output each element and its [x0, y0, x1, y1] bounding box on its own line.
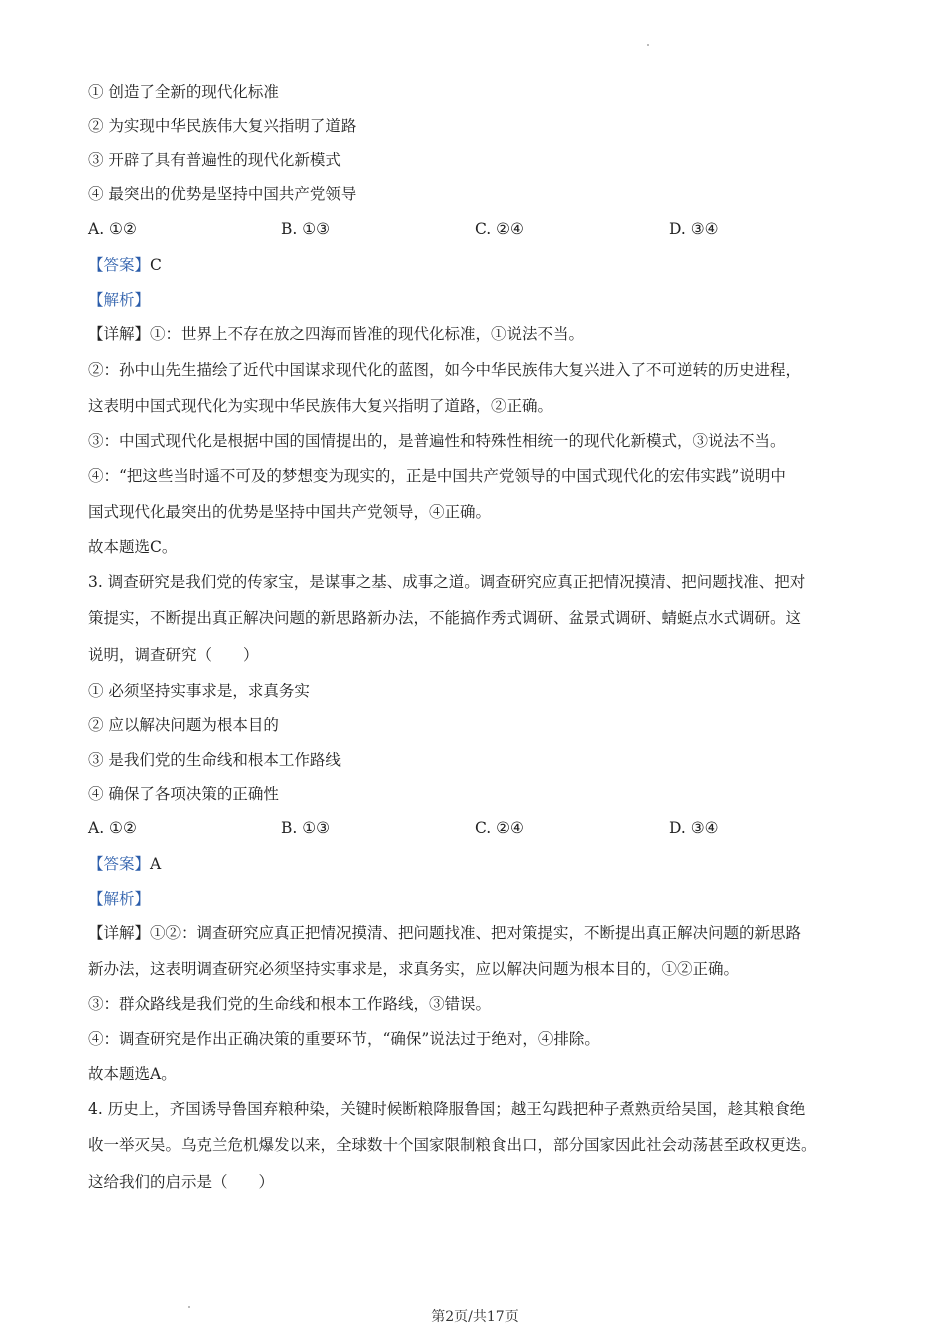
q3-answer: [88, 853, 890, 875]
q4-stem-line: 收一举灭吴。乌克兰危机爆发以来，全球数十个国家限制粮食出口，部分国家因此社会动荡甚至政权更迭。: [88, 1136, 817, 1154]
q3-conclusion: 故本题选A。: [88, 1065, 177, 1083]
q2-choice-d: D. ③④: [669, 220, 719, 238]
q2-detail-line: ④：“把这些当时遥不可及的梦想变为现实的，正是中国共产党领导的中国式现代化的宏伟实践”说明中: [88, 467, 786, 485]
detail-text: ①②：调查研究应真正把情况摸清、把问题找准、把对策提实，不断提出真正解决问题的新思路: [150, 924, 802, 942]
answer-label: 【答案】: [88, 256, 151, 274]
answer-label: 【答案】: [88, 855, 151, 873]
page-number: 第2页/共17页: [431, 1309, 519, 1325]
q2-analysis-label: 【解析】: [88, 291, 151, 309]
q2-detail-line: 这表明中国式现代化为实现中华民族伟大复兴指明了道路，②正确。: [88, 397, 554, 415]
q2-conclusion: 故本题选C。: [88, 538, 178, 556]
q2-answer: [88, 254, 890, 276]
q3-option-2: ② 应以解决问题为根本目的: [88, 716, 279, 734]
q3-detail-line: 新办法，这表明调查研究必须坚持实事求是，求真务实，应以解决问题为根本目的，①②正确。: [88, 960, 740, 978]
q2-option-4: ④ 最突出的优势是坚持中国共产党领导: [88, 185, 357, 203]
q3-detail-line: [88, 922, 890, 944]
scan-speck: [647, 44, 649, 46]
q2-detail-line: ③：中国式现代化是根据中国的国情提出的，是普遍性和特殊性相统一的现代化新模式，③说法不当。: [88, 432, 786, 450]
q2-choice-b: B. ①③: [281, 220, 331, 238]
q2-choices: [88, 218, 888, 240]
q3-choice-a: A. ①②: [88, 819, 137, 837]
q2-choice-c: C. ②④: [475, 220, 524, 238]
detail-text: ①：世界上不存在放之四海而皆准的现代化标准，①说法不当。: [150, 325, 585, 343]
q3-stem-line: 策提实，不断提出真正解决问题的新思路新办法，不能搞作秀式调研、盆景式调研、蜻蜓点水式调研。这: [88, 609, 802, 627]
q2-option-1: ① 创造了全新的现代化标准: [88, 83, 279, 101]
q2-choice-a: A. ①②: [88, 220, 137, 238]
q3-analysis-label: 【解析】: [88, 890, 151, 908]
q3-stem-line: 3. 调查研究是我们党的传家宝，是谋事之基、成事之道。调查研究应真正把情况摸清、把问题找准、把对: [88, 573, 806, 591]
answer-value: A: [150, 855, 162, 873]
q2-detail-line: ②：孙中山先生描绘了近代中国谋求现代化的蓝图，如今中华民族伟大复兴进入了不可逆转的历史进程，: [88, 361, 802, 379]
q2-option-3: ③ 开辟了具有普遍性的现代化新模式: [88, 151, 341, 169]
q3-detail-line: ④：调查研究是作出正确决策的重要环节，“确保”说法过于绝对，④排除。: [88, 1030, 600, 1048]
q3-detail-line: ③：群众路线是我们党的生命线和根本工作路线，③错误。: [88, 995, 492, 1013]
answer-value: C: [150, 256, 162, 274]
q3-option-4: ④ 确保了各项决策的正确性: [88, 785, 279, 803]
q4-stem-line: 这给我们的启示是（ ）: [88, 1173, 275, 1191]
q3-choice-c: C. ②④: [475, 819, 524, 837]
q3-choices: [88, 817, 888, 839]
q3-option-1: ① 必须坚持实事求是，求真务实: [88, 682, 310, 700]
detail-label: 【详解】: [88, 325, 151, 343]
q3-option-3: ③ 是我们党的生命线和根本工作路线: [88, 751, 341, 769]
q3-choice-b: B. ①③: [281, 819, 331, 837]
q2-detail-line: [88, 323, 890, 345]
q2-option-2: ② 为实现中华民族伟大复兴指明了道路: [88, 117, 357, 135]
q3-choice-d: D. ③④: [669, 819, 719, 837]
q2-detail-line: 国式现代化最突出的优势是坚持中国共产党领导，④正确。: [88, 503, 492, 521]
q4-stem-line: 4. 历史上，齐国诱导鲁国弃粮种染，关键时候断粮降服鲁国；越王勾践把种子煮熟贡给吴国，趁其粮食绝: [88, 1100, 806, 1118]
q3-stem-line: 说明，调查研究（ ）: [88, 646, 259, 664]
detail-label: 【详解】: [88, 924, 151, 942]
